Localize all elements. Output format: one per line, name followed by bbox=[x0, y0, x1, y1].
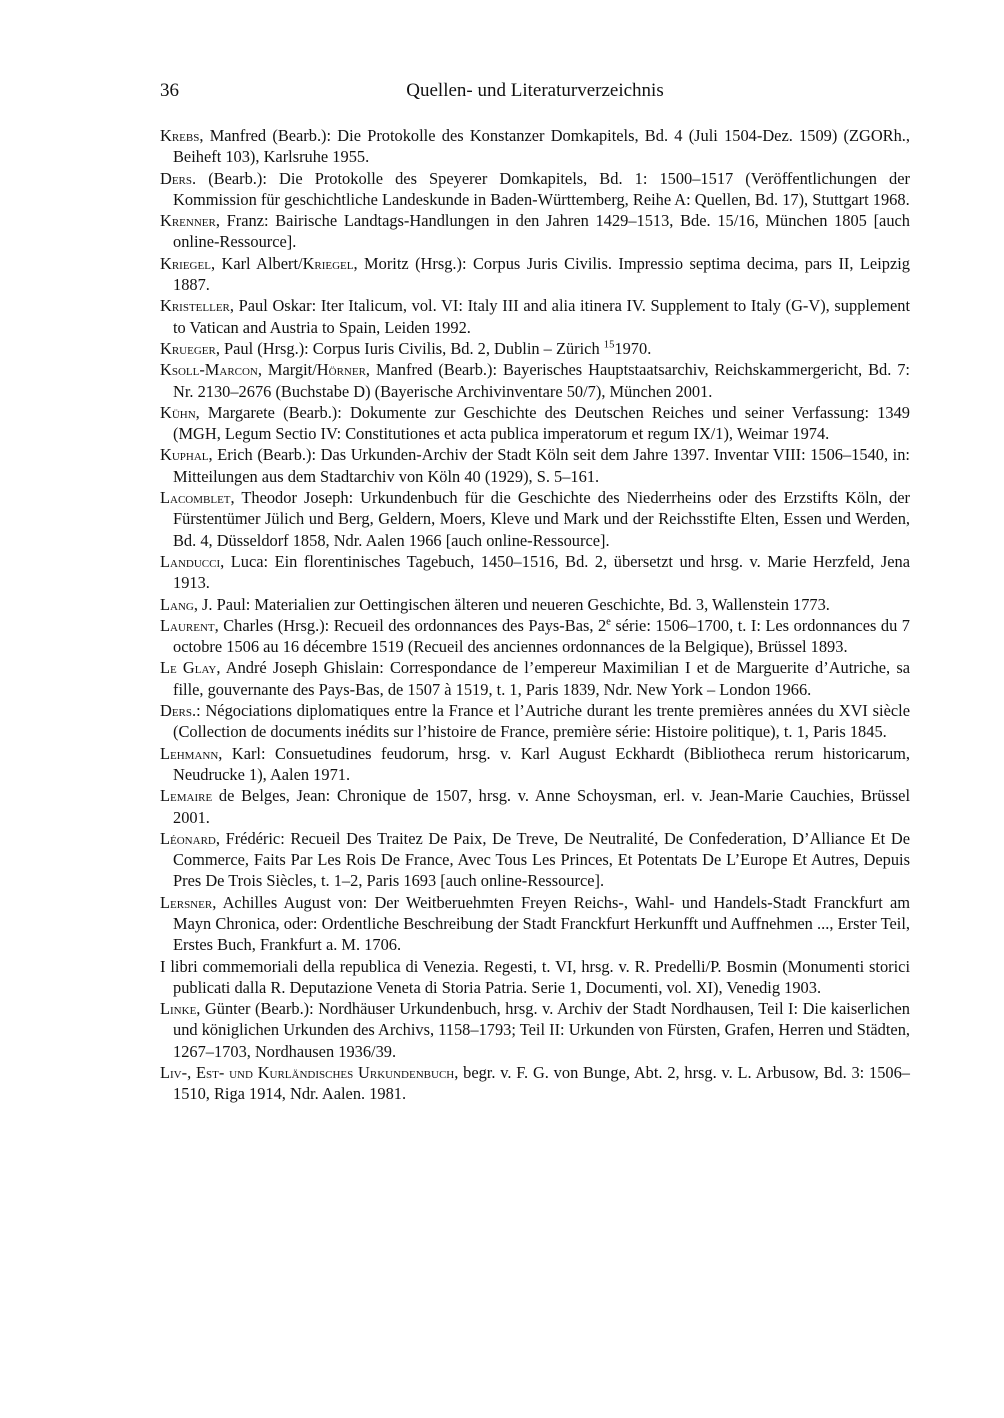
entry-author: Léonard bbox=[160, 828, 216, 848]
bibliography-entry bbox=[160, 892, 910, 956]
entry-author: Lacomblet bbox=[160, 488, 231, 508]
entry-author: Krenner bbox=[160, 211, 216, 231]
bibliography-entry bbox=[160, 743, 910, 786]
entry-author: Liv-, Est- und Kurländisches Urkundenbuch bbox=[160, 1063, 455, 1083]
entry-author: Le Glay bbox=[160, 658, 217, 678]
entry-author: Lersner bbox=[160, 892, 213, 912]
bibliography-entry bbox=[160, 615, 910, 658]
bibliography-entry bbox=[160, 785, 910, 828]
entry-text: , Margarete (Bearb.): Dokumente zur Geschichte des Deutschen Reiches und seiner Verfassung: 1349 (MGH, Legum Sectio IV: Constitutiones et acta publica imperatorum et regum IX/1), Weimar 1974. bbox=[173, 402, 910, 444]
entry-author: Landucci bbox=[160, 551, 221, 571]
entry-text: I libri commemoriali della republica di Venezia. Regesti, t. VI, hrsg. v. R. Predelli/P. Bosmin (Monumenti storici publicati dalla R. Deputazione Veneta di Storia Patria. Serie 1, Documenti, vol. XI), Venedig 1903. bbox=[160, 956, 910, 997]
entry-author: Kühn bbox=[160, 402, 196, 422]
bibliography-entry bbox=[160, 210, 910, 253]
entry-text: , J. Paul: Materialien zur Oettingischen älteren und neueren Geschichte, Bd. 3, Wallenstein 1773. bbox=[193, 594, 830, 614]
page-header bbox=[160, 80, 910, 108]
entry-author: Lehmann bbox=[160, 743, 219, 763]
bibliography-entry bbox=[160, 338, 910, 359]
page-number: 36 bbox=[160, 80, 179, 101]
running-title: Quellen- und Literaturverzeichnis bbox=[406, 80, 664, 101]
entry-author: Kristeller bbox=[160, 296, 230, 316]
bibliography-entry bbox=[160, 956, 910, 999]
entry-text: (Bearb.): Die Protokolle des Speyerer Domkapitels, Bd. 1: 1500–1517 (Veröffentlichungen der Kommission für geschichtliche Landeskunde in Baden-Württemberg, Reihe A: Quellen, Bd. 17), Stuttgart 1968. bbox=[173, 168, 910, 209]
bibliography-entry bbox=[160, 594, 910, 615]
entry-text: de Belges, Jean: Chronique de 1507, hrsg. v. Anne Schoysman, erl. v. Jean-Marie Cauchies, Brüssel 2001. bbox=[173, 786, 910, 827]
entry-text: , Luca: Ein florentinisches Tagebuch, 1450–1516, Bd. 2, übersetzt und hrsg. v. Marie Herzfeld, Jena 1913. bbox=[173, 551, 910, 593]
entry-text: , Karl Albert/ bbox=[210, 253, 303, 273]
bibliography-entry bbox=[160, 444, 910, 487]
entry-text: , Achilles August von: Der Weitberuehmten Freyen Reichs-, Wahl- und Handels-Stadt Franckfurt am Mayn Chronica, oder: Ordentliche Beschreibung der Stadt Franckfurt Herkunfft und Auffnehmen ..., Erster Teil, Erstes Buch, Frankfurt a. M. 1706. bbox=[173, 892, 910, 955]
entry-author: Laurent bbox=[160, 615, 215, 635]
entry-author: Lemaire bbox=[160, 786, 213, 806]
entry-text: , Frédéric: Recueil Des Traitez De Paix, De Treve, De Neutralité, De Confederation, D’Alliance Et De Commerce, Faits Par Les Rois De France, Avec Tous Les Princes, Et Potentats De L’Europe Et Autres, Depuis Pres De Trois Siècles, t. 1–2, Paris 1693 [auch online-Ressource]. bbox=[173, 828, 910, 891]
entry-author: Krueger bbox=[160, 338, 216, 358]
entry-author: Ders. bbox=[160, 168, 197, 188]
bibliography-entry bbox=[160, 700, 910, 743]
bibliography-entry bbox=[160, 1062, 910, 1105]
entry-author: Kriegel bbox=[302, 253, 354, 273]
entry-text: , begr. v. F. G. von Bunge, Abt. 2, hrsg. v. L. Arbusow, Bd. 3: 1506–1510, Riga 1914, Ndr. Aalen. 1981. bbox=[173, 1063, 910, 1104]
entry-author: Linke bbox=[160, 999, 197, 1019]
bibliography-list bbox=[160, 125, 910, 1105]
entry-author: Ksoll-Marcon bbox=[160, 360, 258, 380]
entry-superscript: e bbox=[606, 616, 611, 628]
entry-text: , Theodor Joseph: Urkundenbuch für die Geschichte des Niederrheins oder des Erzstifts Köln, der Fürstentümer Jülich und Berg, Geldern, Moers, Kleve und Mark und der Reichsstifte Elten, Essen und Werden, Bd. 4, Düsseldorf 1858, Ndr. Aalen 1966 [auch online-Ressource]. bbox=[173, 488, 910, 550]
bibliography-entry bbox=[160, 828, 910, 892]
entry-text: , Margit/ bbox=[257, 360, 317, 380]
entry-author: Lang bbox=[160, 594, 194, 614]
entry-text: 1970. bbox=[614, 338, 652, 358]
entry-author: Hörner bbox=[316, 360, 366, 380]
entry-author: Krebs bbox=[160, 126, 200, 145]
bibliography-entry bbox=[160, 998, 910, 1062]
entry-text: , Moritz (Hrsg.): Corpus Juris Civilis. Impressio septima decima, pars II, Leipzig 1887. bbox=[173, 253, 910, 295]
bibliography-entry bbox=[160, 295, 910, 338]
entry-author: Kriegel bbox=[160, 253, 211, 273]
entry-text: : Négociations diplomatiques entre la France et l’Autriche durant les trente premières années du XVI siècle (Collection de documents inédits sur l’histoire de France, première série: Histoire politique), t. 1, Paris 1845. bbox=[173, 701, 910, 742]
bibliography-entry bbox=[160, 487, 910, 551]
bibliography-entry bbox=[160, 168, 910, 211]
entry-text: , Manfred (Bearb.): Die Protokolle des Konstanzer Domkapitels, Bd. 4 (Juli 1504-Dez. 1509) (ZGORh., Beiheft 103), Karlsruhe 1955. bbox=[173, 126, 910, 167]
entry-author: Kuphal bbox=[160, 445, 209, 465]
bibliography-entry bbox=[160, 657, 910, 700]
bibliography-entry bbox=[160, 253, 910, 296]
entry-superscript: 15 bbox=[603, 339, 615, 351]
bibliography-entry bbox=[160, 402, 910, 445]
entry-text: , Karl: Consuetudines feudorum, hrsg. v. Karl August Eckhardt (Bibliotheca rerum historicarum, Neudrucke 1), Aalen 1971. bbox=[173, 743, 910, 784]
bibliography-entry bbox=[160, 551, 910, 594]
entry-text: , Paul Oskar: Iter Italicum, vol. VI: Italy III and alia itinera IV. Supplement to Italy (G-V), supplement to Vatican and Austria to Spain, Leiden 1992. bbox=[173, 296, 910, 337]
bibliography-entry bbox=[160, 359, 910, 402]
entry-text: , André Joseph Ghislain: Correspondance de l’empereur Maximilian I et de Marguerite d’Autriche, sa fille, gouvernante des Pays-Bas, de 1507 à 1519, t. 1, Paris 1839, Ndr. New York – London 1966. bbox=[173, 658, 910, 699]
entry-text: , Paul (Hrsg.): Corpus Iuris Civilis, Bd. 2, Dublin – Zürich bbox=[215, 338, 604, 358]
bibliography-entry bbox=[160, 125, 910, 168]
entry-text: , Günter (Bearb.): Nordhäuser Urkundenbuch, hrsg. v. Archiv der Stadt Nordhausen, Teil I: Die kaiserlichen und königlichen Urkunden des Archivs, 1158–1793; Teil II: Urkunden von Fürsten, Grafen, Herren und Städten, 1267–1703, Nordhausen 1936/39. bbox=[173, 999, 910, 1061]
entry-author: Ders. bbox=[160, 701, 197, 721]
entry-text: , Manfred (Bearb.): Bayerisches Hauptstaatsarchiv, Reichskammergericht, Bd. 7: Nr. 2130–2676 (Buchstabe D) (Bayerische Archivinventare 50/7), München 2001. bbox=[173, 360, 910, 401]
entry-text: série: 1506–1700, t. I: Les ordonnances du 7 octobre 1506 au 16 décembre 1519 (Recueil des anciennes ordonnances de la Belgique), Brüssel 1893. bbox=[173, 615, 910, 657]
entry-text: , Franz: Bairische Landtags-Handlungen in den Jahren 1429–1513, Bde. 15/16, München 1805 [auch online-Ressource]. bbox=[173, 211, 910, 252]
entry-text: , Charles (Hrsg.): Recueil des ordonnances des Pays-Bas, 2 bbox=[214, 615, 607, 635]
entry-text: , Erich (Bearb.): Das Urkunden-Archiv der Stadt Köln seit dem Jahre 1397. Inventar VIII: 1506–1540, in: Mitteilungen aus dem Stadtarchiv von Köln 40 (1929), S. 5–161. bbox=[173, 445, 910, 486]
